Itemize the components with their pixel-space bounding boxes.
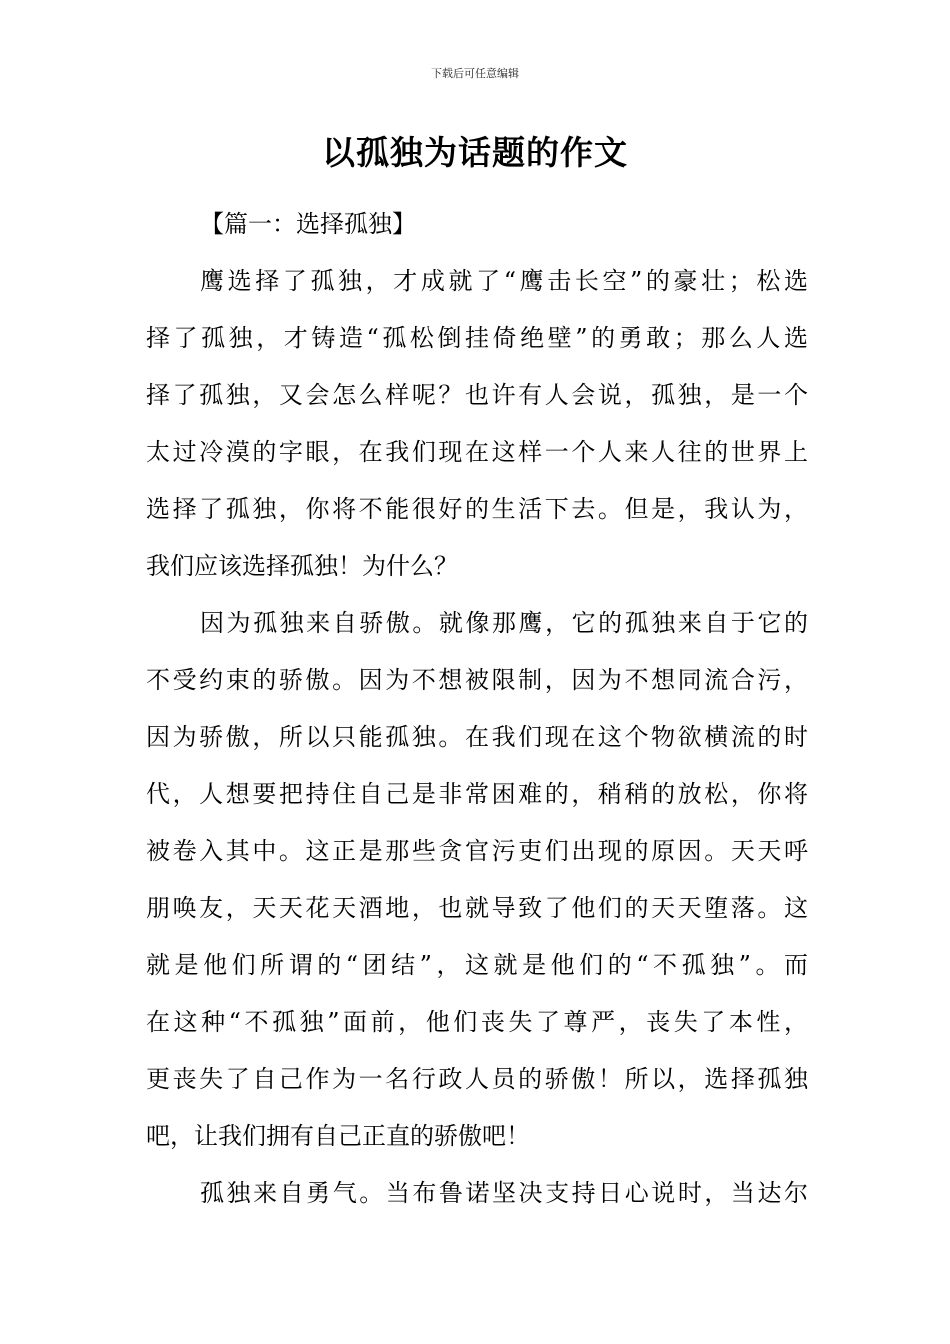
paragraph-line: 更丧失了自己作为一名行政人员的骄傲！所以，选择孤独 xyxy=(146,1065,808,1093)
paragraph-3 xyxy=(146,1165,808,1222)
paragraph-line: 择了孤独，又会怎么样呢？也许有人会说，孤独，是一个 xyxy=(146,381,808,409)
paragraph-line: 不受约束的骄傲。因为不想被限制，因为不想同流合污， xyxy=(146,666,808,694)
paragraph-line: 就是他们所谓的“团结”，这就是他们的“不孤独”。而 xyxy=(146,951,808,979)
document-title: 以孤独为话题的作文 xyxy=(322,133,628,172)
paragraph-line: 选择了孤独，你将不能很好的生活下去。但是，我认为， xyxy=(146,495,808,523)
paragraph-line: 我们应该选择孤独！为什么？ xyxy=(146,552,458,580)
paragraph-line: 朋唤友，天天花天酒地，也就导致了他们的天天堕落。这 xyxy=(146,894,808,922)
paragraph-line: 因为孤独来自骄傲。就像那鹰，它的孤独来自于它的 xyxy=(200,609,808,637)
paragraph-line: 被卷入其中。这正是那些贪官污吏们出现的原因。天天呼 xyxy=(146,837,808,865)
section-heading: 【篇一：选择孤独】 xyxy=(200,210,416,238)
paragraph-line: 孤独来自勇气。当布鲁诺坚决支持日心说时，当达尔 xyxy=(200,1179,808,1207)
paragraph-line: 在这种“不孤独”面前，他们丧失了尊严，丧失了本性， xyxy=(146,1008,808,1036)
paragraph-line: 代，人想要把持住自己是非常困难的，稍稍的放松，你将 xyxy=(146,780,808,808)
paragraph-line: 鹰选择了孤独，才成就了“鹰击长空”的豪壮；松选 xyxy=(200,267,808,295)
paragraph-line: 因为骄傲，所以只能孤独。在我们现在这个物欲横流的时 xyxy=(146,723,808,751)
paragraph-1 xyxy=(146,253,808,595)
body-text xyxy=(146,196,808,1222)
paragraph-line: 太过冷漠的字眼，在我们现在这样一个人来人往的世界上 xyxy=(146,438,808,466)
paragraph-line: 吧，让我们拥有自己正直的骄傲吧！ xyxy=(146,1122,530,1150)
paragraph-line: 择了孤独，才铸造“孤松倒挂倚绝壁”的勇敢；那么人选 xyxy=(146,324,808,352)
paragraph-2 xyxy=(146,595,808,1165)
header-note: 下载后可任意编辑 xyxy=(431,67,519,80)
